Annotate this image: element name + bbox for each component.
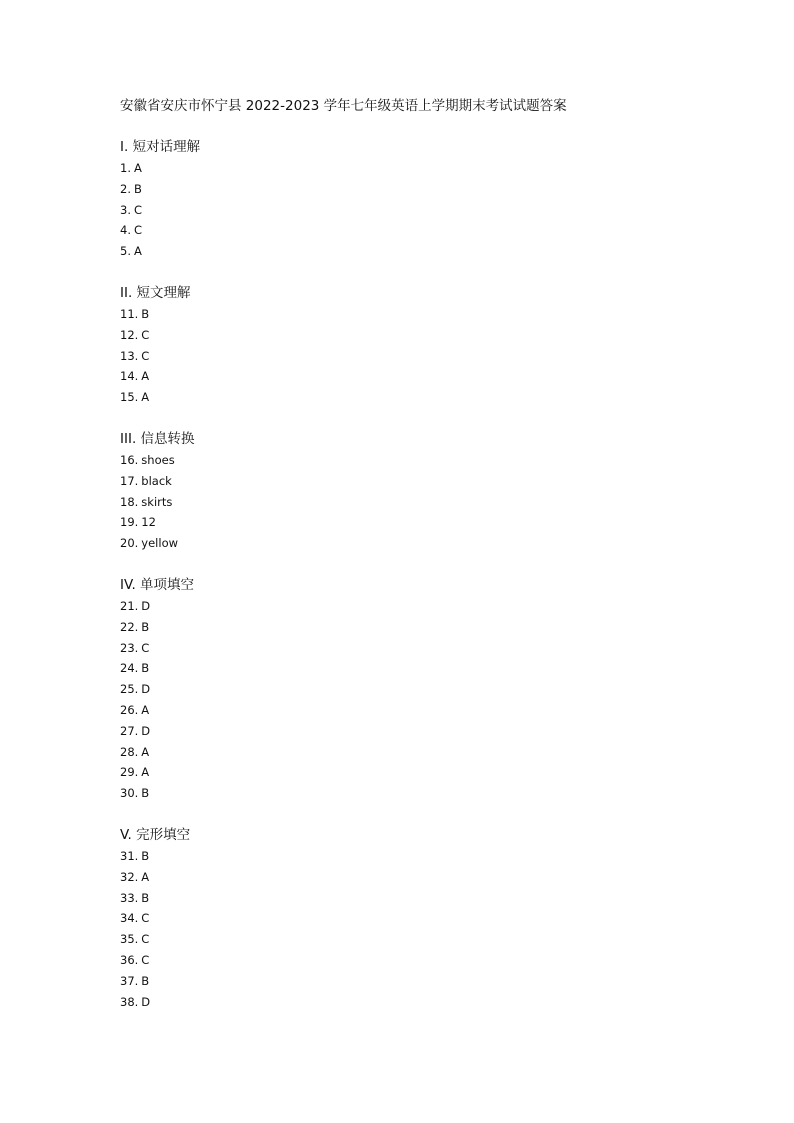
answer-value: yellow [141, 536, 179, 551]
answer-item [120, 366, 740, 387]
answer-list [120, 158, 740, 262]
answer-item [120, 533, 740, 554]
question-number: 23. [120, 640, 139, 655]
section-heading: II. 短文理解 [120, 284, 191, 301]
answer-list [120, 450, 740, 554]
answer-value: 12 [141, 515, 156, 530]
answer-value: C [133, 223, 143, 238]
answer-item [120, 158, 740, 179]
answer-list [120, 846, 740, 1012]
document-content [120, 96, 740, 1033]
answer-value: C [133, 202, 143, 217]
answer-value: C [141, 327, 150, 342]
answer-item [120, 908, 740, 929]
answer-item [120, 450, 740, 471]
answer-item [120, 346, 740, 367]
answer-value: C [141, 952, 150, 967]
question-number: 28. [120, 744, 139, 759]
answer-value: A [141, 369, 150, 384]
answer-value: D [141, 994, 151, 1009]
question-number: 5. [120, 244, 131, 259]
answer-item [120, 304, 740, 325]
answer-item [120, 950, 740, 971]
question-number: 15. [120, 390, 139, 405]
answer-item [120, 721, 740, 742]
question-number: 29. [120, 765, 139, 780]
question-number: 32. [120, 869, 139, 884]
question-number: 24. [120, 661, 139, 676]
answer-item [120, 596, 740, 617]
answer-value: C [141, 932, 150, 947]
section-heading: I. 短对话理解 [120, 139, 201, 155]
question-number: 37. [120, 973, 139, 988]
answer-item [120, 658, 740, 679]
question-number: 27. [120, 723, 139, 738]
answer-item [120, 783, 740, 804]
answer-item [120, 492, 740, 513]
answer-section [120, 137, 740, 262]
answer-section [120, 283, 740, 408]
answer-item [120, 512, 740, 533]
answer-value: A [141, 702, 150, 717]
answer-value: B [141, 848, 150, 863]
answer-list [120, 596, 740, 804]
answer-item [120, 992, 740, 1013]
answer-value: B [141, 661, 150, 676]
answer-item [120, 220, 740, 241]
question-number: 20. [120, 536, 139, 551]
question-number: 25. [120, 682, 139, 697]
section-heading: IV. 单项填空 [120, 576, 195, 593]
answer-value: B [141, 619, 150, 634]
answer-value: D [141, 723, 151, 738]
answer-value: A [141, 869, 150, 884]
question-number: 38. [120, 994, 139, 1009]
answer-item [120, 179, 740, 200]
answer-item [120, 867, 740, 888]
question-number: 14. [120, 369, 139, 384]
answer-item [120, 617, 740, 638]
answer-item [120, 929, 740, 950]
answer-section [120, 429, 740, 554]
question-number: 36. [120, 952, 139, 967]
answer-value: B [141, 973, 150, 988]
answer-section [120, 825, 740, 1012]
question-number: 22. [120, 619, 139, 634]
question-number: 17. [120, 473, 139, 488]
document-title: 安徽省安庆市怀宁县 2022-2023 学年七年级英语上学期期末考试试题答案 [120, 98, 567, 114]
answer-item [120, 241, 740, 262]
answer-item [120, 325, 740, 346]
answer-value: black [141, 473, 172, 488]
question-number: 30. [120, 786, 139, 801]
answer-value: A [133, 161, 142, 175]
answer-value: B [141, 890, 150, 905]
answer-value: B [141, 786, 150, 801]
answer-section [120, 575, 740, 804]
question-number: 2. [120, 181, 131, 196]
answer-value: B [133, 181, 142, 196]
answer-value: A [141, 744, 150, 759]
question-number: 34. [120, 911, 139, 926]
answer-value: shoes [141, 452, 175, 467]
answer-value: A [141, 390, 150, 405]
answer-value: A [141, 765, 150, 780]
question-number: 33. [120, 890, 139, 905]
answer-list [120, 304, 740, 408]
question-number: 18. [120, 494, 139, 509]
question-number: 31. [120, 848, 139, 863]
answer-item [120, 888, 740, 909]
question-number: 13. [120, 348, 139, 363]
question-number: 21. [120, 598, 139, 613]
answer-item [120, 762, 740, 783]
answer-value: skirts [141, 494, 173, 509]
question-number: 26. [120, 702, 139, 717]
answer-value: D [141, 682, 151, 697]
question-number: 35. [120, 932, 139, 947]
question-number: 4. [120, 223, 131, 238]
answer-value: C [141, 640, 150, 655]
answer-item [120, 200, 740, 221]
answer-value: B [141, 306, 150, 321]
answer-value: C [141, 911, 150, 926]
question-number: 19. [120, 515, 139, 530]
answer-item [120, 846, 740, 867]
section-heading: III. 信息转换 [120, 430, 195, 447]
question-number: 16. [120, 452, 139, 467]
answer-value: D [141, 598, 151, 613]
question-number: 11. [120, 306, 139, 321]
answer-value: C [141, 348, 150, 363]
answer-item [120, 471, 740, 492]
question-number: 3. [120, 202, 131, 217]
answer-item [120, 742, 740, 763]
answer-sections [120, 137, 740, 1012]
answer-item [120, 700, 740, 721]
answer-item [120, 387, 740, 408]
answer-item [120, 971, 740, 992]
answer-item [120, 679, 740, 700]
question-number: 1. [120, 161, 131, 175]
section-heading: V. 完形填空 [120, 826, 191, 843]
answer-item [120, 638, 740, 659]
question-number: 12. [120, 327, 139, 342]
answer-value: A [133, 244, 142, 259]
